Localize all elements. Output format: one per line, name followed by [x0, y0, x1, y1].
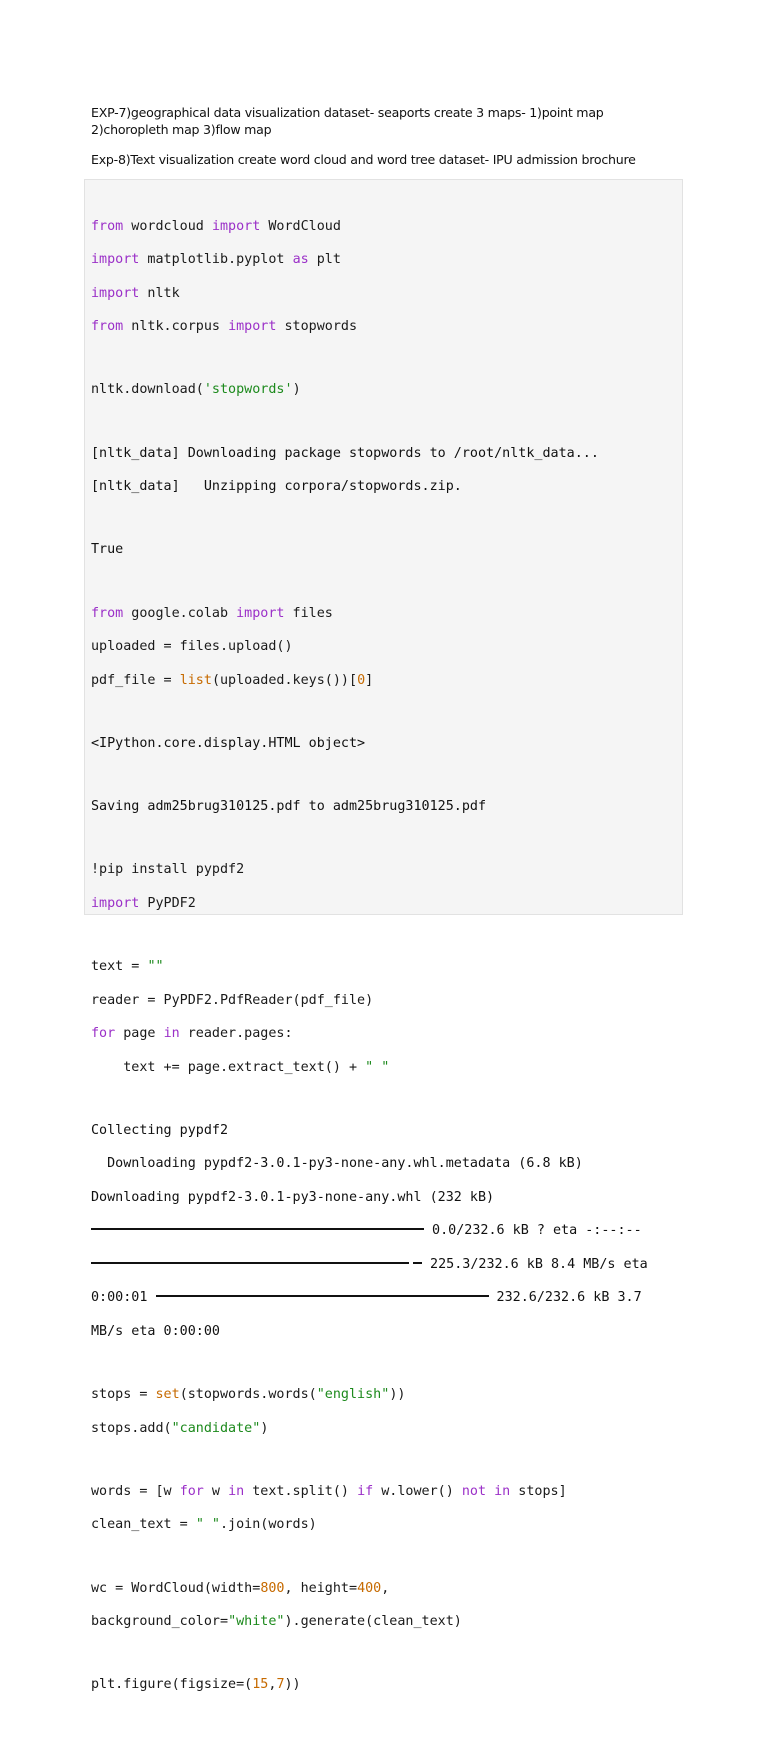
code-text: google.colab	[123, 605, 237, 621]
gap	[91, 576, 682, 589]
keyword: import	[211, 218, 261, 234]
gap	[91, 1357, 682, 1370]
keyword: in	[228, 1483, 245, 1499]
exp8-paragraph	[91, 151, 691, 168]
output-line: [nltk_data] Unzipping corpora/stopwords.zip.	[91, 479, 462, 494]
code-text: files	[284, 605, 333, 621]
string-literal: 'stopwords'	[203, 382, 293, 398]
string-literal: "white"	[228, 1614, 285, 1629]
gap	[91, 833, 682, 846]
keyword: not	[461, 1483, 487, 1499]
code-text: w.lower()	[373, 1483, 462, 1499]
keyword: for	[91, 1026, 116, 1041]
code-text: background_color=	[91, 1614, 229, 1629]
number-literal: 800	[260, 1580, 285, 1596]
keyword: import	[228, 319, 277, 334]
gap	[91, 706, 682, 719]
code-line	[91, 319, 682, 336]
output-line: True	[91, 542, 124, 558]
output-line: Saving adm25brug310125.pdf to adm25brug310125.pdf	[91, 799, 487, 814]
keyword: as	[292, 252, 309, 267]
keyword: import	[91, 252, 140, 267]
code-text: PyPDF2	[139, 895, 196, 911]
code-text: !pip install pypdf2	[91, 862, 245, 878]
code-line	[91, 1581, 682, 1598]
progress-bar-2-tail	[413, 1262, 422, 1264]
number-literal: 7	[276, 1677, 285, 1693]
code-text: nltk.download(	[91, 382, 204, 398]
code-line	[91, 1421, 682, 1438]
keyword: import	[236, 605, 285, 621]
number-literal: 0	[357, 672, 366, 688]
code-text: plt	[308, 252, 341, 267]
code-text: plt.figure(figsize=(	[91, 1677, 253, 1693]
code-text: ))	[284, 1677, 301, 1693]
progress-time-3: 0:00:01	[91, 1290, 156, 1306]
progress-line-3	[91, 1290, 682, 1307]
number-literal: 15	[252, 1677, 269, 1693]
code-text: ))	[389, 1387, 406, 1402]
code-text: matplotlib.pyplot	[139, 252, 293, 267]
code-text: stops]	[510, 1483, 567, 1499]
code-line	[91, 959, 682, 976]
gap	[91, 1454, 682, 1467]
gap	[91, 353, 682, 366]
code-text: WordCloud	[260, 218, 341, 234]
progress-text-2: 225.3/232.6 kB 8.4 MB/s eta	[422, 1256, 648, 1272]
code-text: stops =	[91, 1387, 156, 1402]
code-line	[91, 1484, 682, 1501]
code-text: ).generate(clean_text)	[284, 1614, 462, 1629]
string-literal: " "	[195, 1517, 220, 1533]
code-text: )	[292, 382, 301, 398]
code-line	[91, 896, 682, 913]
code-line	[91, 286, 682, 303]
code-text: clean_text =	[91, 1517, 196, 1533]
code-content	[91, 185, 682, 1744]
code-text: , height=	[284, 1580, 358, 1596]
string-literal: ""	[147, 959, 164, 974]
code-line	[91, 1387, 682, 1404]
string-literal: "candidate"	[171, 1420, 261, 1436]
keyword: in	[163, 1026, 180, 1041]
code-text: words = [w	[91, 1483, 180, 1499]
gap	[91, 1551, 682, 1564]
code-text: nltk.corpus	[123, 319, 229, 334]
keyword: in	[494, 1483, 511, 1499]
code-text: nltk	[139, 285, 180, 301]
code-text: pdf_file =	[91, 672, 180, 688]
keyword: from	[91, 319, 124, 334]
code-line	[91, 1026, 682, 1043]
gap	[91, 769, 682, 782]
keyword: import	[91, 285, 140, 301]
output-line: Downloading pypdf2-3.0.1-py3-none-any.whl (232 kB)	[91, 1189, 495, 1205]
code-line	[91, 993, 682, 1010]
output-line: MB/s eta 0:00:00	[91, 1323, 220, 1339]
keyword: from	[91, 605, 124, 621]
code-text: (stopwords.words(	[179, 1387, 317, 1402]
code-line	[91, 673, 682, 690]
code-text: uploaded = files.upload()	[91, 639, 293, 654]
gap	[91, 929, 682, 942]
code-line	[91, 639, 682, 656]
code-line	[91, 1517, 682, 1534]
code-text: reader = PyPDF2.PdfReader(pdf_file)	[91, 992, 374, 1008]
code-text: stops.add(	[91, 1420, 172, 1436]
string-literal: "english"	[316, 1387, 390, 1402]
code-text: reader.pages:	[179, 1026, 293, 1041]
code-text	[486, 1484, 494, 1499]
keyword: from	[91, 218, 124, 234]
progress-bar-1	[91, 1228, 424, 1230]
code-text: )	[260, 1420, 269, 1436]
code-line	[91, 1677, 682, 1694]
progress-text-3: 232.6/232.6 kB 3.7	[488, 1290, 642, 1306]
keyword: for	[179, 1483, 204, 1499]
output-line: [nltk_data] Downloading package stopwords to /root/nltk_data...	[91, 445, 599, 461]
gap	[91, 416, 682, 429]
code-text: page	[115, 1026, 164, 1041]
keyword: if	[357, 1483, 374, 1499]
code-line	[91, 219, 682, 236]
code-line	[91, 606, 682, 623]
code-line	[91, 252, 682, 269]
code-text: text =	[91, 959, 148, 974]
number-literal: 400	[357, 1580, 382, 1596]
code-text: stopwords	[276, 319, 358, 334]
progress-line-2	[91, 1257, 682, 1274]
string-literal: " "	[365, 1059, 390, 1075]
code-line	[91, 382, 682, 399]
code-line	[91, 1614, 682, 1631]
code-text: (uploaded.keys())[	[211, 672, 358, 688]
code-text: ]	[365, 672, 374, 688]
builtin: set	[155, 1387, 180, 1402]
gap	[91, 1648, 682, 1661]
output-line: Collecting pypdf2	[91, 1122, 229, 1138]
code-text: wordcloud	[123, 218, 212, 234]
exp7-line-2: 2)choropleth map 3)flow map	[91, 122, 272, 137]
keyword: import	[91, 895, 140, 911]
code-text: text.split()	[244, 1483, 358, 1499]
exp7-paragraph	[91, 104, 691, 138]
progress-bar-3	[156, 1295, 489, 1297]
progress-text-1: 0.0/232.6 kB ? eta -:--:--	[424, 1223, 642, 1239]
builtin: list	[179, 672, 212, 688]
code-line	[91, 862, 682, 879]
code-text: ,	[381, 1580, 390, 1596]
code-text: .join(words)	[220, 1517, 317, 1533]
gap	[91, 513, 682, 526]
code-text: wc = WordCloud(width=	[91, 1580, 261, 1596]
code-block	[84, 179, 683, 1693]
exp8-line: Exp-8)Text visualization create word cloud and word tree dataset- IPU admission brochure	[91, 152, 636, 167]
code-text: ,	[268, 1677, 277, 1693]
code-line	[91, 1060, 682, 1077]
progress-bar-2	[91, 1262, 409, 1264]
exp7-line-1: EXP-7)geographical data visualization dataset- seaports create 3 maps- 1)point map	[91, 105, 604, 120]
gap	[91, 1093, 682, 1106]
code-text: text += page.extract_text() +	[91, 1059, 366, 1075]
progress-line-1	[91, 1223, 682, 1240]
code-text: w	[203, 1483, 229, 1499]
output-line: Downloading pypdf2-3.0.1-py3-none-any.whl.metadata (6.8 kB)	[91, 1156, 583, 1172]
output-line: <IPython.core.display.HTML object>	[91, 735, 366, 751]
